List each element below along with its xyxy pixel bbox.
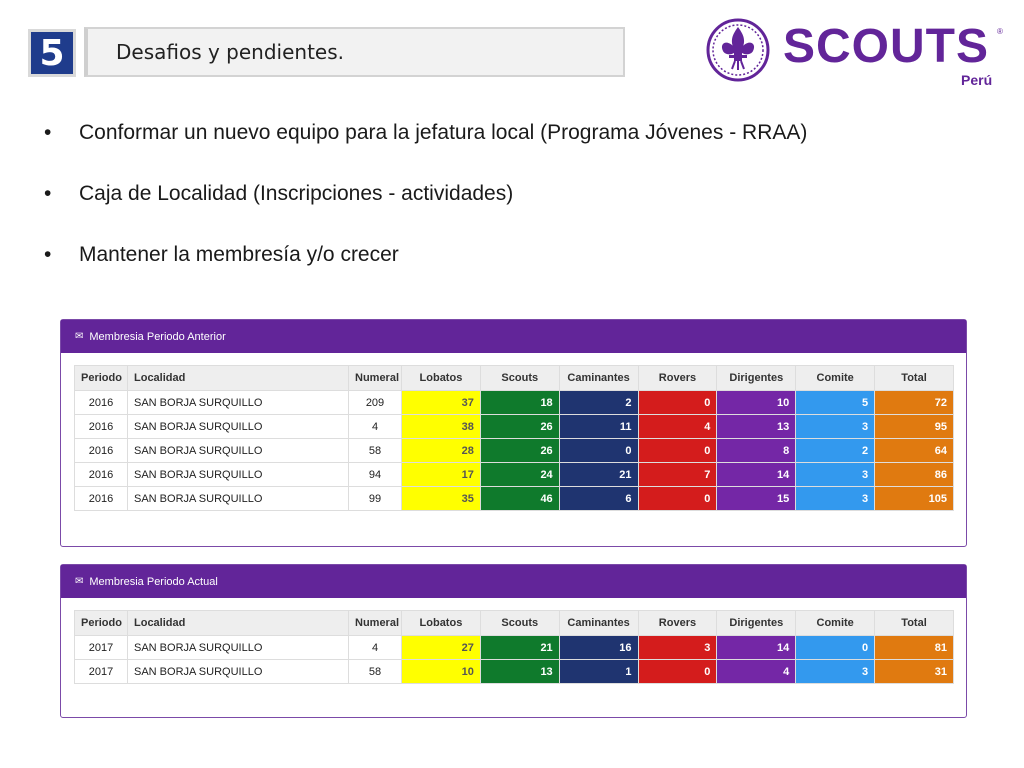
- cell-periodo: 2016: [75, 391, 128, 415]
- cell-dirigentes: 4: [717, 660, 796, 684]
- cell-scouts: 26: [480, 415, 559, 439]
- cell-lobatos: 17: [402, 463, 481, 487]
- panel-title: Membresia Periodo Actual: [89, 575, 218, 588]
- cell-numeral: 58: [349, 660, 402, 684]
- column-header-comite: Comite: [796, 611, 875, 636]
- cell-comite: 3: [796, 660, 875, 684]
- column-header-dirigentes: Dirigentes: [717, 611, 796, 636]
- column-header-caminantes: Caminantes: [559, 611, 638, 636]
- cell-lobatos: 35: [402, 487, 481, 511]
- bullet-item: [44, 237, 807, 298]
- bullet-text: Conformar un nuevo equipo para la jefatura local (Programa Jóvenes - RRAA): [79, 121, 808, 144]
- column-header-periodo: Periodo: [75, 611, 128, 636]
- cell-numeral: 99: [349, 487, 402, 511]
- table-row: [75, 439, 954, 463]
- table-row: [75, 415, 954, 439]
- panel-header: [61, 320, 966, 353]
- column-header-periodo: Periodo: [75, 366, 128, 391]
- bullet-text: Caja de Localidad (Inscripciones - actividades): [79, 182, 514, 205]
- cell-numeral: 209: [349, 391, 402, 415]
- cell-rovers: 3: [638, 636, 717, 660]
- fleur-de-lis-emblem-icon: [705, 17, 771, 83]
- slide-number: 5: [28, 29, 76, 77]
- cell-comite: 2: [796, 439, 875, 463]
- cell-comite: 3: [796, 463, 875, 487]
- cell-total: 105: [875, 487, 954, 511]
- bullet-list: [44, 115, 807, 298]
- cell-total: 95: [875, 415, 954, 439]
- cell-scouts: 24: [480, 463, 559, 487]
- cell-caminantes: 6: [559, 487, 638, 511]
- cell-scouts: 26: [480, 439, 559, 463]
- column-header-lobatos: Lobatos: [402, 366, 481, 391]
- cell-localidad: SAN BORJA SURQUILLO: [128, 487, 349, 511]
- table-row: [75, 391, 954, 415]
- cell-comite: 3: [796, 415, 875, 439]
- column-header-caminantes: Caminantes: [559, 366, 638, 391]
- column-header-localidad: Localidad: [128, 366, 349, 391]
- cell-caminantes: 0: [559, 439, 638, 463]
- cell-lobatos: 37: [402, 391, 481, 415]
- cell-localidad: SAN BORJA SURQUILLO: [128, 463, 349, 487]
- cell-caminantes: 1: [559, 660, 638, 684]
- cell-dirigentes: 14: [717, 463, 796, 487]
- cell-rovers: 0: [638, 439, 717, 463]
- cell-periodo: 2016: [75, 415, 128, 439]
- cell-lobatos: 27: [402, 636, 481, 660]
- cell-rovers: 0: [638, 660, 717, 684]
- cell-dirigentes: 10: [717, 391, 796, 415]
- cell-lobatos: 38: [402, 415, 481, 439]
- cell-numeral: 58: [349, 439, 402, 463]
- panel-header: [61, 565, 966, 598]
- bullet-dot-icon: •: [44, 121, 52, 144]
- cell-numeral: 4: [349, 636, 402, 660]
- bullet-text: Mantener la membresía y/o crecer: [79, 243, 399, 266]
- logo-wordmark: SCOUTS: [783, 20, 990, 73]
- cell-numeral: 94: [349, 463, 402, 487]
- column-header-lobatos: Lobatos: [402, 611, 481, 636]
- membership-current-panel: [60, 564, 967, 718]
- cell-caminantes: 21: [559, 463, 638, 487]
- cell-scouts: 18: [480, 391, 559, 415]
- cell-total: 72: [875, 391, 954, 415]
- column-header-comite: Comite: [796, 366, 875, 391]
- table-row: [75, 463, 954, 487]
- column-header-rovers: Rovers: [638, 611, 717, 636]
- cell-total: 31: [875, 660, 954, 684]
- cell-localidad: SAN BORJA SURQUILLO: [128, 391, 349, 415]
- bullet-item: [44, 115, 807, 176]
- column-header-numeral: Numeral: [349, 611, 402, 636]
- cell-comite: 5: [796, 391, 875, 415]
- cell-rovers: 0: [638, 391, 717, 415]
- cell-dirigentes: 15: [717, 487, 796, 511]
- membership-current-table: [74, 610, 954, 684]
- bullet-dot-icon: •: [44, 182, 52, 205]
- cell-total: 64: [875, 439, 954, 463]
- cell-caminantes: 11: [559, 415, 638, 439]
- cell-rovers: 4: [638, 415, 717, 439]
- cell-lobatos: 10: [402, 660, 481, 684]
- cell-total: 81: [875, 636, 954, 660]
- table-row: [75, 636, 954, 660]
- column-header-scouts: Scouts: [480, 366, 559, 391]
- cell-rovers: 7: [638, 463, 717, 487]
- column-header-numeral: Numeral: [349, 366, 402, 391]
- cell-scouts: 13: [480, 660, 559, 684]
- cell-comite: 0: [796, 636, 875, 660]
- cell-localidad: SAN BORJA SURQUILLO: [128, 415, 349, 439]
- cell-periodo: 2017: [75, 636, 128, 660]
- cell-rovers: 0: [638, 487, 717, 511]
- panel-title: Membresia Periodo Anterior: [89, 330, 226, 343]
- registered-mark: ®: [997, 27, 1003, 36]
- column-header-total: Total: [875, 366, 954, 391]
- envelope-icon: ✉: [75, 576, 84, 587]
- table-header-row: [75, 611, 954, 636]
- envelope-icon: ✉: [75, 331, 84, 342]
- column-header-scouts: Scouts: [480, 611, 559, 636]
- column-header-localidad: Localidad: [128, 611, 349, 636]
- cell-lobatos: 28: [402, 439, 481, 463]
- slide-title-text: Desafios y pendientes.: [116, 40, 345, 64]
- column-header-rovers: Rovers: [638, 366, 717, 391]
- column-header-total: Total: [875, 611, 954, 636]
- membership-previous-panel: [60, 319, 967, 547]
- cell-periodo: 2017: [75, 660, 128, 684]
- cell-scouts: 46: [480, 487, 559, 511]
- cell-numeral: 4: [349, 415, 402, 439]
- bullet-item: [44, 176, 807, 237]
- column-header-dirigentes: Dirigentes: [717, 366, 796, 391]
- cell-comite: 3: [796, 487, 875, 511]
- cell-caminantes: 2: [559, 391, 638, 415]
- logo-country: Perú: [961, 72, 993, 88]
- cell-localidad: SAN BORJA SURQUILLO: [128, 660, 349, 684]
- table-row: [75, 660, 954, 684]
- membership-previous-table: [74, 365, 954, 511]
- cell-dirigentes: 14: [717, 636, 796, 660]
- slide-title: [84, 27, 625, 77]
- cell-periodo: 2016: [75, 439, 128, 463]
- cell-localidad: SAN BORJA SURQUILLO: [128, 636, 349, 660]
- cell-scouts: 21: [480, 636, 559, 660]
- cell-periodo: 2016: [75, 463, 128, 487]
- cell-dirigentes: 13: [717, 415, 796, 439]
- cell-caminantes: 16: [559, 636, 638, 660]
- bullet-dot-icon: •: [44, 243, 52, 266]
- cell-periodo: 2016: [75, 487, 128, 511]
- scouts-logo: [705, 17, 1005, 87]
- table-row: [75, 487, 954, 511]
- cell-total: 86: [875, 463, 954, 487]
- cell-localidad: SAN BORJA SURQUILLO: [128, 439, 349, 463]
- cell-dirigentes: 8: [717, 439, 796, 463]
- table-header-row: [75, 366, 954, 391]
